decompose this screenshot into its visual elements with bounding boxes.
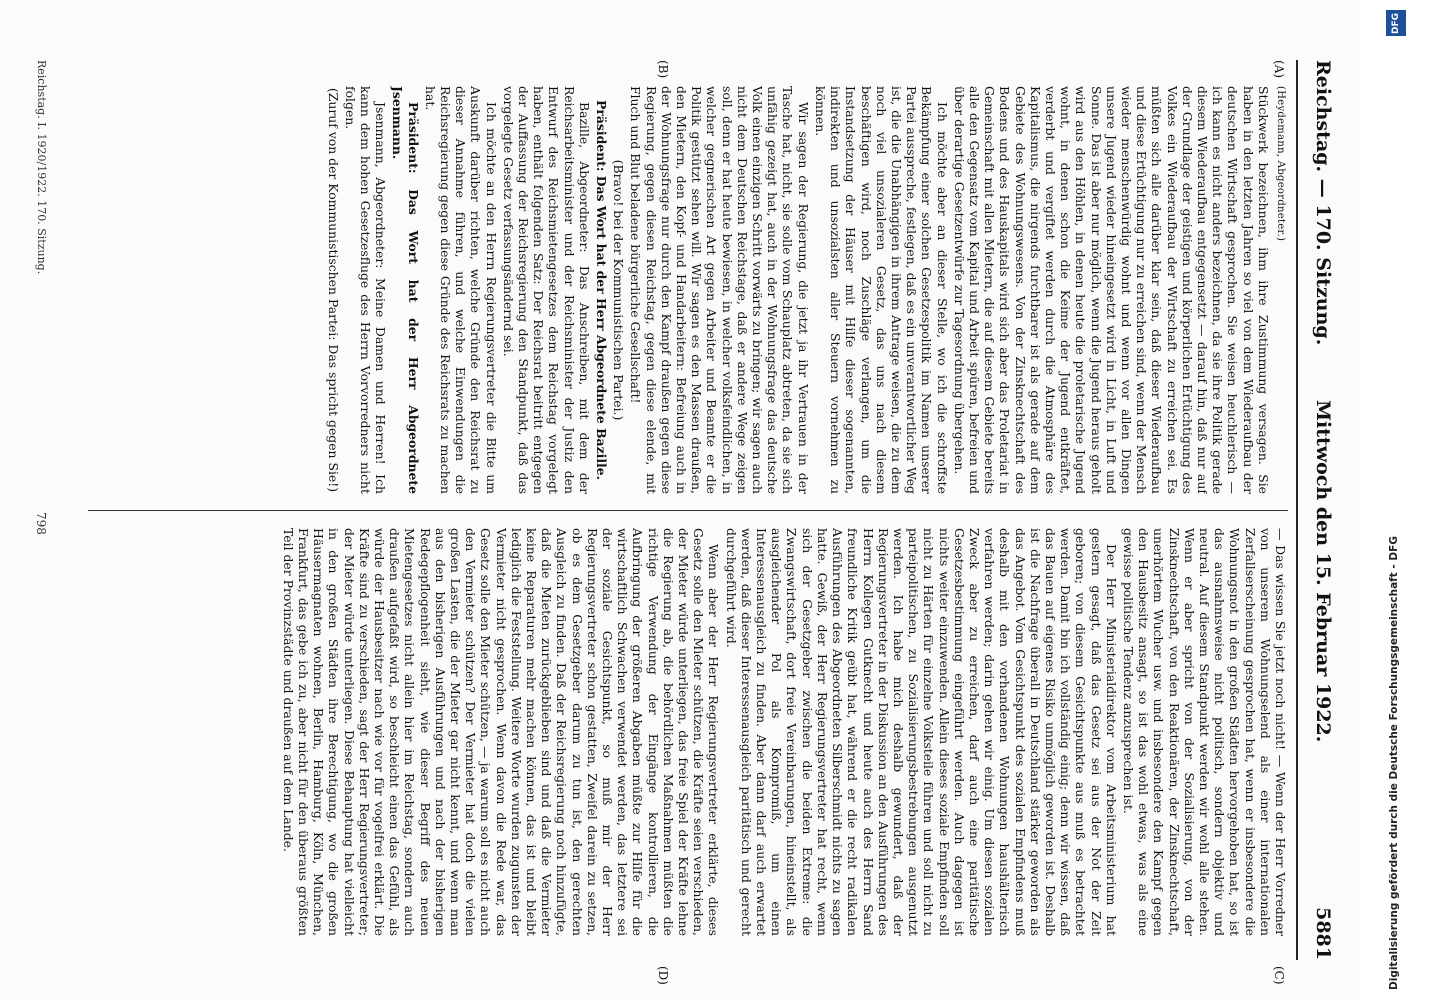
marker-c: (C)	[1272, 966, 1286, 985]
paragraph: (Heydemann, Abgeordneter.)	[1275, 86, 1286, 242]
paragraph: Der Herr Ministerialdirektor vom Arbeitsministerium hat gestern gesagt, daß das Gesetz sei aus der Not der Zeit geboren; von diesem Gesichtspunkte aus muß es betrachtet werden. Damit bin ich vollständig einig; denn wir wissen, daß das Bauen auf eigenes Risiko unmöglich geworden ist. Deshalb ist die Nachfrage überall in Deutschland stärker geworden als das Angebot. Vom Gesichtspunkt des sozialen Empfindens muß deshalb mit den vorhandenen Wohnungen haushälterisch verfahren werden; darin gehen wir einig. Um diesen sozialen Zweck aber zu erreichen, darf auch eine paritätische Gesetzesbestimmung eingeführt werden. Auch dagegen ist nichts weiter einzuwenden. Allein dieses soziale Empfinden soll nicht zu Härten für einzelne Volksteile führen und soll nicht zu parteipolitischen, zu Sozialisierungsbestrebungen ausgenutzt werden. Ich habe mich deshalb gewundert, daß der Regierungsvertreter in der Diskussion an den Ausführungen des Herrn Kollegen Gutknecht und heute auch des Herrn Sand freundliche Kritik geübt hat, während er die recht radikalen Ausführungen des Abgeordneten Silberschmidt nichts zu sagen hatte. Gewiß, der Herr Regierungsvertreter hat recht, wenn sich der Gesetzgeber zwischen die beiden Extreme: die Zwangswirtschaft, dort freie Vereinbarungen, hineinstellt, als ausgleichender Pol als Kompromiß, um einen Interessenausgleich zu finden. Aber dann darf auch erwartet werden, daß dieser Interessenausgleich paritätisch und gerecht durchgeführt wird.	[723, 528, 1119, 936]
header-page-number: 5881	[1312, 907, 1334, 960]
column-divider	[88, 510, 1288, 511]
marker-b: (B)	[656, 60, 670, 79]
paragraph: (Bravo! bei der Kommunistischen Partei.)	[611, 159, 627, 421]
marker-d: (D)	[656, 966, 670, 985]
paragraph: — Das wissen Sie jetzt noch nicht! — Wenn der Herr Vorredner von unserem Wohnungselend als einer internationalen Zerfallserscheinung gesprochen hat, wenn er insbesondere die Wohnungsnot in den großen Städten hervorgehoben hat, so ist das ausnahmsweise nicht politisch, sondern objektiv und neutral. Auf diesem Standpunkt werden wir wohl alle stehen. Wenn er aber spricht von der Sozialisierung, von der Zinsknechtschaft, von den Reaktionären, der Zinsknechtschaft, unerhörtem Wucher usw. und insbesondere den Kampf gegen den Hausbesitz ansagt, so ist das wohl etwas, was als eine gewisse politische Tendenz anzusprechen ist.	[1120, 528, 1288, 936]
dfg-credit: Digitalisierung gefördert durch die Deutsche Forschungsgemeinschaft - DFG	[1388, 536, 1400, 990]
page-header	[1304, 60, 1334, 960]
bottom-page-number: 798	[34, 512, 48, 535]
header-session: Reichstag. — 170. Sitzung.	[1312, 60, 1334, 346]
paragraph: Präsident: Das Wort hat der Herr Abgeordnete Jsenmann.	[390, 86, 421, 494]
page-footer: Reichstag. I. 1920/1922. 170. Sitzung.	[35, 60, 48, 275]
paragraph: (Zuruf von der Kommunistischen Partei: Das spricht gegen Sie!)	[325, 87, 341, 493]
paragraph: Jsenmann, Abgeordneter: Meine Damen und Herren! Ich kann dem hohen Gesetzesfluge des Herrn Vorvorredners nicht folgen.	[342, 86, 389, 494]
paragraph: Wenn aber der Herr Regierungsvertreter erklärte, dieses Gesetz solle den Mieter schützen, die Kräfte seien verschieden, der Mieter würde unterliegen, das freie Spiel der Kräfte lehne die Regierung ab, die behördlichen Maßnahmen müßten die richtige Verwendung der Eingänge kontrollieren, die Aufbringung der größeren Abgaben müßte zur Hilfe für die wirtschaftlich Schwachen verwendet werden, das letztere sei der soziale Gesichtspunkt, so muß mir der Herr Regierungsvertreter schon gestatten, Zweifel darein zu setzen, ob es dem Gesetzgeber darum zu tun ist, den gerechten Ausgleich zu finden. Daß der Reichsregierung noch hinzufügte, daß die Mieten zurückgeblieben sind und daß die Vermieter keine Reparaturen mehr machen können, das ist und bleibt lediglich die Feststellung. Weitere Worte wurden zugunsten der Vermieter nicht gesprochen. Wenn davon die Rede war, das Gesetz solle den Mieter schützen, — ja warum soll es nicht auch den Vermieter schützen? Der Vermieter hat doch die vielen großen Lasten, die der Mieter gar nicht kennt, und wenn man aus den bisherigen Ausführungen und nach der bisherigen Redegepflogenheit sieht, wie dieser Begriff des neuen Mietengesetzes nicht allein hier im Reichstag, sondern auch draußen aufgefaßt wird, so beschleicht einen das Gefühl, als würde der Hausbesitzer nach wie vor für vogelfrei erklärt. Die Kräfte sind zu verschieden, sagt der Herr Regierungsvertreter; der Mieter würde unterliegen. Diese Behauptung hat vielleicht in den großen Städten ihre Berechtigung, wo die großen Häusermagnaten wohnen, Berlin, Hamburg, Köln, München, Frankfurt, das gebe ich zu, aber nicht für den überaus größten Teil der Provinzstädte und draußen auf dem Lande.	[280, 528, 722, 936]
marker-a: (A)	[1272, 60, 1286, 79]
digitization-sidebar	[1360, 0, 1434, 1000]
paragraph: Ich möchte an den Herrn Regierungsvertreter die Bitte um Auskunft darüber richten, welche Gründe den Reichsrat zu dieser Annahme führen, und welche Einwendungen die Reichsregierung gegen diese Gründe des Reichsrats zu machen hat.	[422, 86, 499, 494]
left-column	[58, 86, 1288, 494]
right-column	[58, 528, 1288, 936]
dfg-logo: DFG	[1386, 10, 1406, 36]
paragraph: Präsident: Das Wort hat der Herr Abgeordnete Bazille.	[594, 100, 610, 480]
header-date: Mittwoch den 15. Februar 1922.	[1312, 400, 1334, 743]
paragraph: Wir sagen der Regierung, die jetzt ja ihr Vertrauen in der Tasche hat, nicht, sie solle vom Schauplatz abtreten, da sie sich unfähig gezeigt hat, auch in der Wohnungsfrage das deutsche Volk einen einzigen Schritt vorwärts zu bringen; wir sagen auch nicht dem Deutschen Reichstage, daß er andere Wege zeigen soll, denn er hat heute bewiesen, in welcher volksfeindlichen, in welcher gegnerischen Art gegen Arbeiter und Beamte er die Politik gestützt sehen will. Wir sagen es den Massen draußen, den Mietern, den Kopf- und Handarbeitern: Befreiung auch in der Wohnungsfrage nur durch den Kampf draußen gegen diese Regierung, gegen diesen Reichstag, gegen diese elende, mit Fluch und Blut beladene bürgerliche Gesellschaft!	[628, 86, 811, 494]
header-rule	[1296, 60, 1298, 960]
paragraph: Ich möchte aber an dieser Stelle, wo ich die schroffste Bekämpfung einer solchen Gesetzespolitik im Namen unserer Partei ausspreche, festlegen, daß es ein unverantwortlicher Weg ist, die die Unabhängigen in ihrem Antrage weisen, die zu dem noch viel unsozialeren Gesetz, das uns nach diesem beschäftigen wird, noch Zuschläge verlangen, um die Instandsetzung der Häuser mit Hilfe dieser sogenannten, indirekten und unsozialsten aller Steuern vornehmen zu können.	[812, 86, 950, 494]
paragraph: Stückwerk bezeichnen, ihm ihre Zustimmung versagen. Sie haben in den letzten Jahren so viel von dem Wiederaufbau der deutschen Wirtschaft gesprochen. Sie weisen heuchlerisch — ich kann es nicht anders bezeichnen, da sie ihre Politik gerade diesem Wiederaufbau entgegensetzt — darauf hin, daß nur auf der Grundlage der geistigen und körperlichen Ertüchtigung des Volkes ein Wiederaufbau der Wirtschaft zu erreichen sei. Es müßten sich alle darüber klar sein, daß dieser Wiederaufbau und diese Ertüchtigung nur zu erreichen sind, wenn der Mensch wieder menschenwürdig wohnt und wenn vor allen Dingen unsere Jugend wieder hineingesetzt wird in Licht, in Luft und Sonne. Das ist aber nur möglich, wenn die Jugend heraus geholt wird aus den Höhlen, in denen heute die proletarische Jugend wohnt, in denen schon die Keime der Jugend entkräftet, verderbt und vergiftet werden durch die Atmosphäre des Kapitalismus, die nirgends furchtbarer ist als gerade auf dem Gebiete des Wohnungswesens. Von der Zinsknechtschaft des Bodens und des Hauskapitals wird sich aber das Proletariat in Gemeinschaft mit allen Mietern, die auf diesem Gebiete bereits alle den Gegensatz vom Kapital und Arbeit spüren, befreien und über derartige Gesetzentwürfe zur Tagesordnung übergehen.	[951, 86, 1271, 494]
paragraph: Bazille, Abgeordneter: Das Anschreiben, mit dem der Reichsarbeitsminister und der Reichsminister der Justiz den Entwurf des Reichsmietengesetzes dem Reichstag vorgelegt haben, enthält folgenden Satz: Der Reichsrat beitritt entgegen der Auffassung der Reichsregierung den Standpunkt, daß das vorgelegte Gesetz verfassungsändernd sei.	[500, 86, 592, 494]
